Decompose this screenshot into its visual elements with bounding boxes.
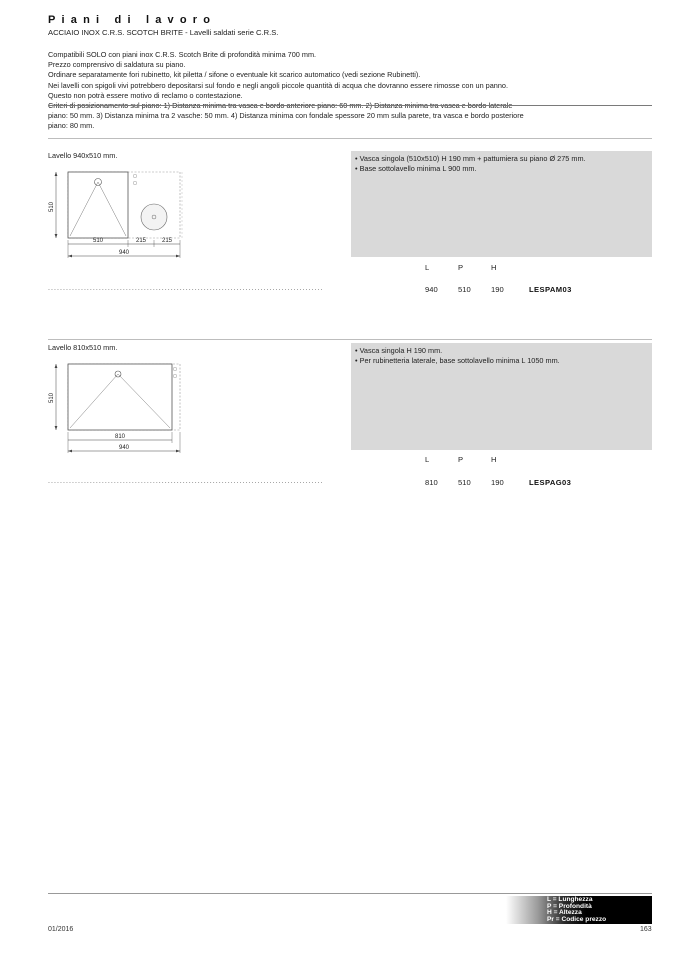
dim-arrow (55, 234, 58, 238)
note-item: • Per rubinetteria laterale, base sottolavello minima L 1050 mm. (355, 356, 560, 365)
sink-drawing-940 (44, 160, 194, 262)
dim-arrow (176, 450, 180, 453)
tap-hole-icon (173, 374, 177, 378)
value-p: 510 (458, 285, 471, 294)
bowl-outline (68, 172, 128, 238)
legend-item: P = Profondità (547, 902, 592, 910)
section-divider (48, 138, 652, 139)
legend-box (506, 896, 652, 924)
footer-date: 01/2016 (48, 926, 74, 933)
intro-line: piano: 50 mm. 3) Distanza minima tra 2 vasche: 50 mm. 4) Distanza minima con fondale spessore 20 mm sulla parete, tra vasca e bordo posteriore (48, 111, 524, 121)
legend-item: H = Altezza (547, 909, 582, 917)
legend-item: Pr = Codice prezzo (547, 915, 607, 923)
dim-arrow (55, 426, 58, 430)
legend-item: L = Lunghezza (547, 896, 593, 903)
page-title: Piani di lavoro (48, 14, 217, 26)
intro-line: piano: 80 mm. (48, 121, 95, 131)
price-code: LESPAG03 (529, 478, 572, 487)
intro-line: Questo non potrà essere motivo di reclamo o contestazione. (48, 90, 243, 100)
value-l: 940 (425, 285, 438, 294)
section-divider (48, 339, 652, 340)
col-header-h: H (491, 263, 497, 272)
dim-depth-label: 510 (49, 392, 55, 404)
product-notes (351, 151, 652, 257)
dim-gap-label: 215 (135, 238, 147, 244)
dim-bowl-label: 510 (92, 238, 104, 244)
col-header-p: P (458, 455, 464, 464)
footer-divider (48, 893, 652, 894)
note-item: • Base sottolavello minima L 900 mm. (355, 164, 477, 173)
divider (48, 105, 652, 106)
value-l: 810 (425, 478, 438, 487)
intro-line: Nei lavelli con spigoli vivi potrebbero depositarsi sul fondo e negli angoli piccole quantità di acqua che dovranno essere rimosse con un panno. (48, 80, 508, 90)
value-h: 190 (491, 478, 504, 487)
leader-dots: ............................................................................................ (48, 285, 324, 292)
intro-line: Criteri di posizionamento sul piano: 1) Distanza minima tra vasca e bordo anteriore piano: 60 mm. 2) Distanza minima tra vasca e bordo laterale (48, 101, 513, 111)
product-notes (351, 343, 652, 450)
dim-bowl-label: 810 (114, 434, 126, 440)
dim-arrow (68, 450, 72, 453)
dim-arrow (55, 172, 58, 176)
page-number: 163 (640, 926, 652, 933)
col-header-h: H (491, 455, 497, 464)
intro-line: Ordinare separatamente fori rubinetto, kit piletta / sifone o eventuale kit scarico automatico (vedi sezione Rubinetti). (48, 70, 421, 80)
page-subtitle: ACCIAIO INOX C.R.S. SCOTCH BRITE - Lavelli saldati serie C.R.S. (48, 28, 279, 37)
price-code: LESPAM03 (529, 285, 572, 294)
dim-total-label: 940 (118, 250, 130, 256)
value-p: 510 (458, 478, 471, 487)
product-name: Lavello 810x510 mm. (48, 343, 118, 352)
dim-arrow (176, 255, 180, 258)
dim-total-label: 940 (118, 445, 130, 451)
dim-arrow (68, 255, 72, 258)
intro-line: Prezzo comprensivo di saldatura su piano. (48, 60, 186, 70)
dim-arrow (55, 364, 58, 368)
tap-hole-icon (173, 367, 177, 371)
col-header-l: L (425, 263, 430, 272)
leader-dots: ............................................................................................ (48, 478, 324, 485)
intro-line: Compatibili SOLO con piani inox C.R.S. Scotch Brite di profondità minima 700 mm. (48, 50, 317, 59)
bin-outline (141, 204, 167, 230)
bowl-outline (68, 364, 172, 430)
col-header-l: L (425, 455, 430, 464)
intro-text (48, 50, 588, 132)
tap-hole-icon (133, 181, 137, 185)
product-name: Lavello 940x510 mm. (48, 151, 118, 160)
tap-hole-icon (133, 174, 137, 178)
note-item: • Vasca singola H 190 mm. (355, 346, 443, 355)
dim-bin-label: 215 (161, 238, 173, 244)
value-h: 190 (491, 285, 504, 294)
note-item: • Vasca singola (510x510) H 190 mm + pattumiera su piano Ø 275 mm. (355, 154, 586, 163)
sink-drawing-810 (44, 356, 194, 456)
dim-depth-label: 510 (49, 201, 55, 213)
col-header-p: P (458, 263, 464, 272)
